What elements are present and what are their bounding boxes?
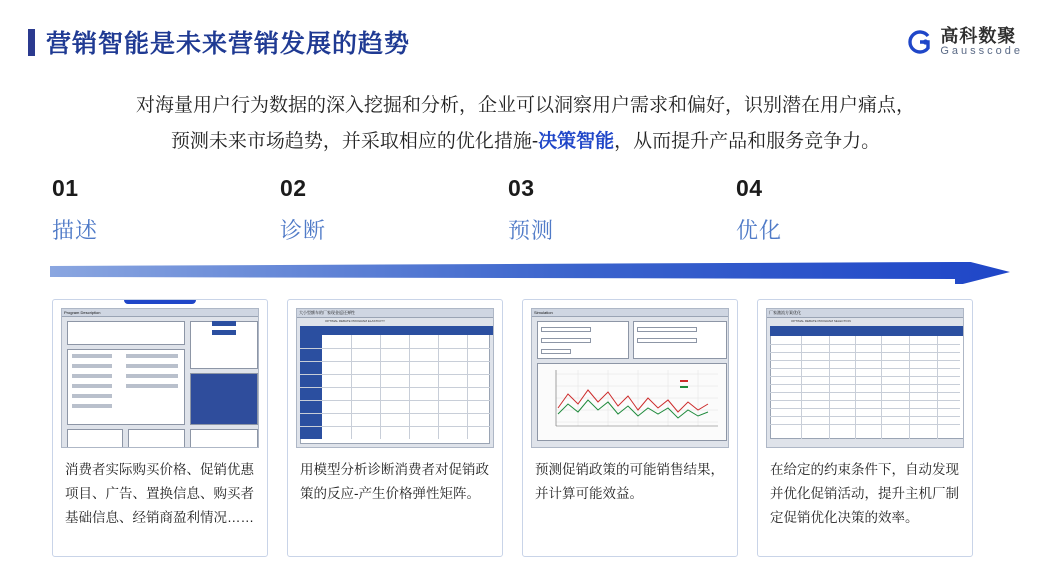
brand-logo bbox=[906, 27, 1023, 57]
progress-arrow bbox=[50, 262, 1010, 284]
screenshot-title: 大小型额车的厂家现金返还弹性 bbox=[297, 309, 493, 318]
screenshot-body bbox=[297, 318, 493, 447]
card-describe-text: 消费者实际购买价格、促销优惠项目、广告、置换信息、购买者基础信息、经销商盈利情况…… bbox=[65, 462, 254, 525]
screenshot-body bbox=[532, 318, 728, 447]
screenshot-title: Program Description bbox=[62, 309, 258, 317]
screenshot-body bbox=[767, 318, 963, 447]
step-01 bbox=[52, 175, 280, 245]
logo-text-en: Gausscode bbox=[940, 44, 1023, 57]
screenshot-body bbox=[62, 318, 258, 447]
card-optimize[interactable] bbox=[757, 299, 973, 557]
card-tab-marker bbox=[124, 299, 196, 304]
lead-line-2-suffix: ，从而提升产品和服务竞争力。 bbox=[614, 131, 881, 152]
page-title: 营销智能是未来营销发展的趋势 bbox=[46, 30, 411, 58]
lead-highlight: 决策智能 bbox=[538, 131, 615, 152]
card-optimize-text: 在给定的约束条件下，自动发现并优化促销活动，提升主机厂制定促销优化决策的效率。 bbox=[770, 462, 959, 525]
gausscode-logo-icon bbox=[906, 29, 932, 55]
screenshot-subtitle: OPTIMAL REBATE PROGRAM ELASTICITY bbox=[325, 319, 386, 323]
step-number-row bbox=[52, 175, 1021, 245]
step-02-label: 诊断 bbox=[280, 218, 327, 243]
screenshot-subtitle: OPTIMAL REBATE PROGRAM SELECTION bbox=[791, 319, 851, 323]
card-diagnose[interactable] bbox=[287, 299, 503, 557]
step-03 bbox=[508, 175, 736, 245]
lead-line-2-prefix: 预测未来市场趋势，并采取相应的优化措施- bbox=[170, 131, 539, 152]
card-predict-text: 预测促销政策的可能销售结果，并计算可能效益。 bbox=[535, 462, 724, 501]
lead-paragraph bbox=[52, 88, 999, 160]
page-header bbox=[28, 22, 1023, 62]
title-accent-bar bbox=[28, 29, 35, 56]
step-01-number: 01 bbox=[52, 175, 79, 201]
screenshot-title: 厂家激流方案优化 bbox=[767, 309, 963, 318]
screenshot-title: Simulation bbox=[532, 309, 728, 317]
step-03-label: 预测 bbox=[508, 218, 555, 243]
logo-text-cn: 高科数聚 bbox=[940, 25, 1017, 46]
card-diagnose-screenshot bbox=[296, 308, 494, 448]
step-02 bbox=[280, 175, 508, 245]
step-02-number: 02 bbox=[280, 175, 307, 201]
card-predict[interactable] bbox=[522, 299, 738, 557]
card-describe[interactable] bbox=[52, 299, 268, 557]
step-04-number: 04 bbox=[736, 175, 763, 201]
card-row bbox=[52, 299, 973, 557]
lead-line-2 bbox=[52, 124, 999, 160]
step-04 bbox=[736, 175, 964, 245]
card-optimize-screenshot bbox=[766, 308, 964, 448]
step-04-label: 优化 bbox=[736, 218, 783, 243]
card-predict-screenshot bbox=[531, 308, 729, 448]
lead-line-1: 对海量用户行为数据的深入挖掘和分析，企业可以洞察用户需求和偏好，识别潜在用户痛点， bbox=[135, 95, 915, 116]
card-describe-screenshot bbox=[61, 308, 259, 448]
step-03-number: 03 bbox=[508, 175, 535, 201]
step-01-label: 描述 bbox=[52, 218, 99, 243]
card-diagnose-text: 用模型分析诊断消费者对促销政策的反应-产生价格弹性矩阵。 bbox=[300, 462, 489, 501]
